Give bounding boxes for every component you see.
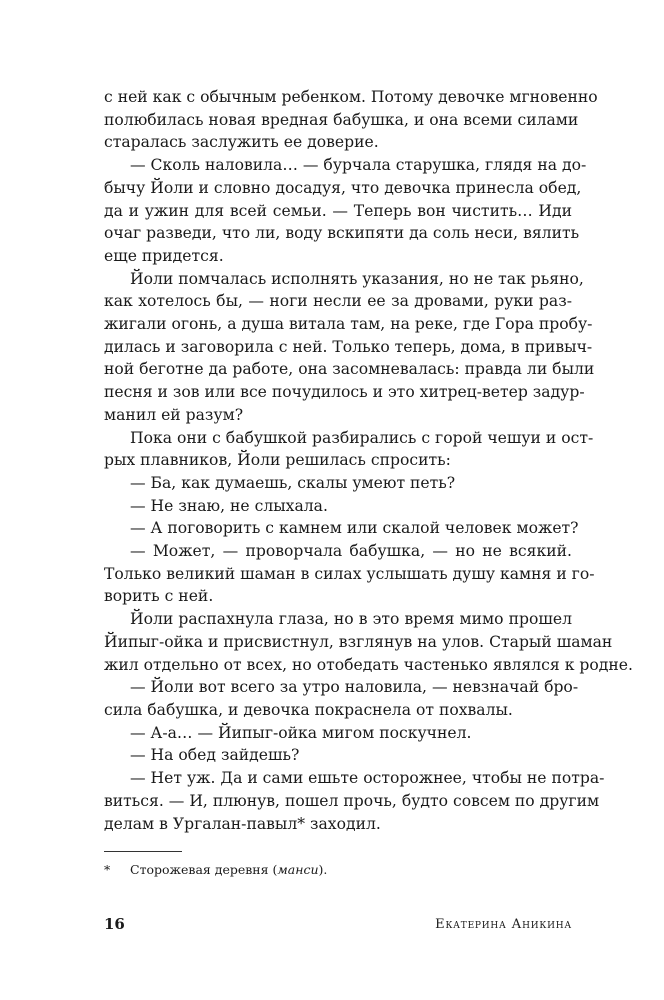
text-line: песня и зов или все почудилось и это хитрец-ветер задур- [104, 383, 585, 402]
text-line: — Йоли вот всего за утро наловила, — невзначай бро- [130, 678, 579, 697]
footnote-italic: манси [277, 862, 319, 877]
text-line: как хотелось бы, — ноги несли ее за дровами, руки раз- [104, 292, 572, 311]
text-line: — На обед зайдешь? [130, 746, 300, 765]
text-line: — Сколь наловила… — бурчала старушка, глядя на до- [130, 156, 587, 175]
footnote-mark: * [104, 862, 111, 877]
running-head-author: Екатерина Аникина [435, 917, 572, 932]
text-line: Йоли распахнула глаза, но в это время мимо прошел [130, 610, 572, 629]
text-line: — Нет уж. Да и сами ешьте осторожнее, чтобы не потра- [130, 769, 605, 788]
text-line: — Может, — проворчала бабушка, — но не всякий. [130, 542, 572, 561]
text-line: Пока они с бабушкой разбирались с горой чешуи и ост- [130, 428, 594, 447]
text-line: Только великий шаман в силах услышать душу камня и го- [104, 564, 595, 583]
text-line: дилась и заговорила с ней. Только теперь, дома, в привыч- [104, 337, 593, 356]
text-line: — Ба, как думаешь, скалы умеют петь? [130, 473, 456, 492]
body-text [104, 86, 633, 835]
text-line: рых плавников, Йоли решилась спросить: [104, 451, 451, 470]
text-line: да и ужин для всей семьи. — Теперь вон чистить… Иди [104, 201, 572, 220]
text-line: бычу Йоли и словно досадуя, что девочка принесла обед, [104, 178, 582, 197]
footnote-text: Сторожевая деревня ( [130, 862, 278, 877]
text-line: жигали огонь, а душа витала там, на реке, где Гора пробу- [104, 315, 593, 334]
text-line: манил ей разум? [104, 405, 244, 424]
footnote-rule [104, 851, 182, 852]
text-line: очаг разведи, что ли, воду вскипяти да соль неси, вялить [104, 224, 580, 243]
text-line: ворить с ней. [104, 587, 214, 606]
text-line: Йипыг-ойка и присвистнул, взглянув на улов. Старый шаман [104, 632, 613, 651]
text-line: ной беготне да работе, она засомневалась: правда ли были [104, 360, 595, 379]
text-line: полюбилась новая вредная бабушка, и она всеми силами [104, 110, 579, 129]
page-number: 16 [104, 915, 125, 933]
text-line: старалась заслужить ее доверие. [104, 133, 379, 152]
text-line: еще придется. [104, 246, 224, 265]
text-line: делам в Ургалан-павыл* заходил. [104, 814, 381, 833]
text-line: сила бабушка, и девочка покраснела от похвалы. [104, 700, 513, 719]
text-line: жил отдельно от всех, но отобедать частенько являлся к родне. [104, 655, 633, 674]
footnote-text-after: ). [318, 862, 328, 877]
footnote [104, 862, 327, 877]
text-line: — А поговорить с камнем или скалой человек может? [130, 519, 579, 538]
text-line: — А-а… — Йипыг-ойка мигом поскучнел. [130, 723, 472, 742]
text-line: — Не знаю, не слыхала. [130, 496, 328, 515]
text-line: Йоли помчалась исполнять указания, но не так рьяно, [130, 269, 584, 288]
text-line: виться. — И, плюнув, пошел прочь, будто совсем по другим [104, 791, 600, 810]
text-line: с ней как с обычным ребенком. Потому девочке мгновенно [104, 88, 598, 106]
